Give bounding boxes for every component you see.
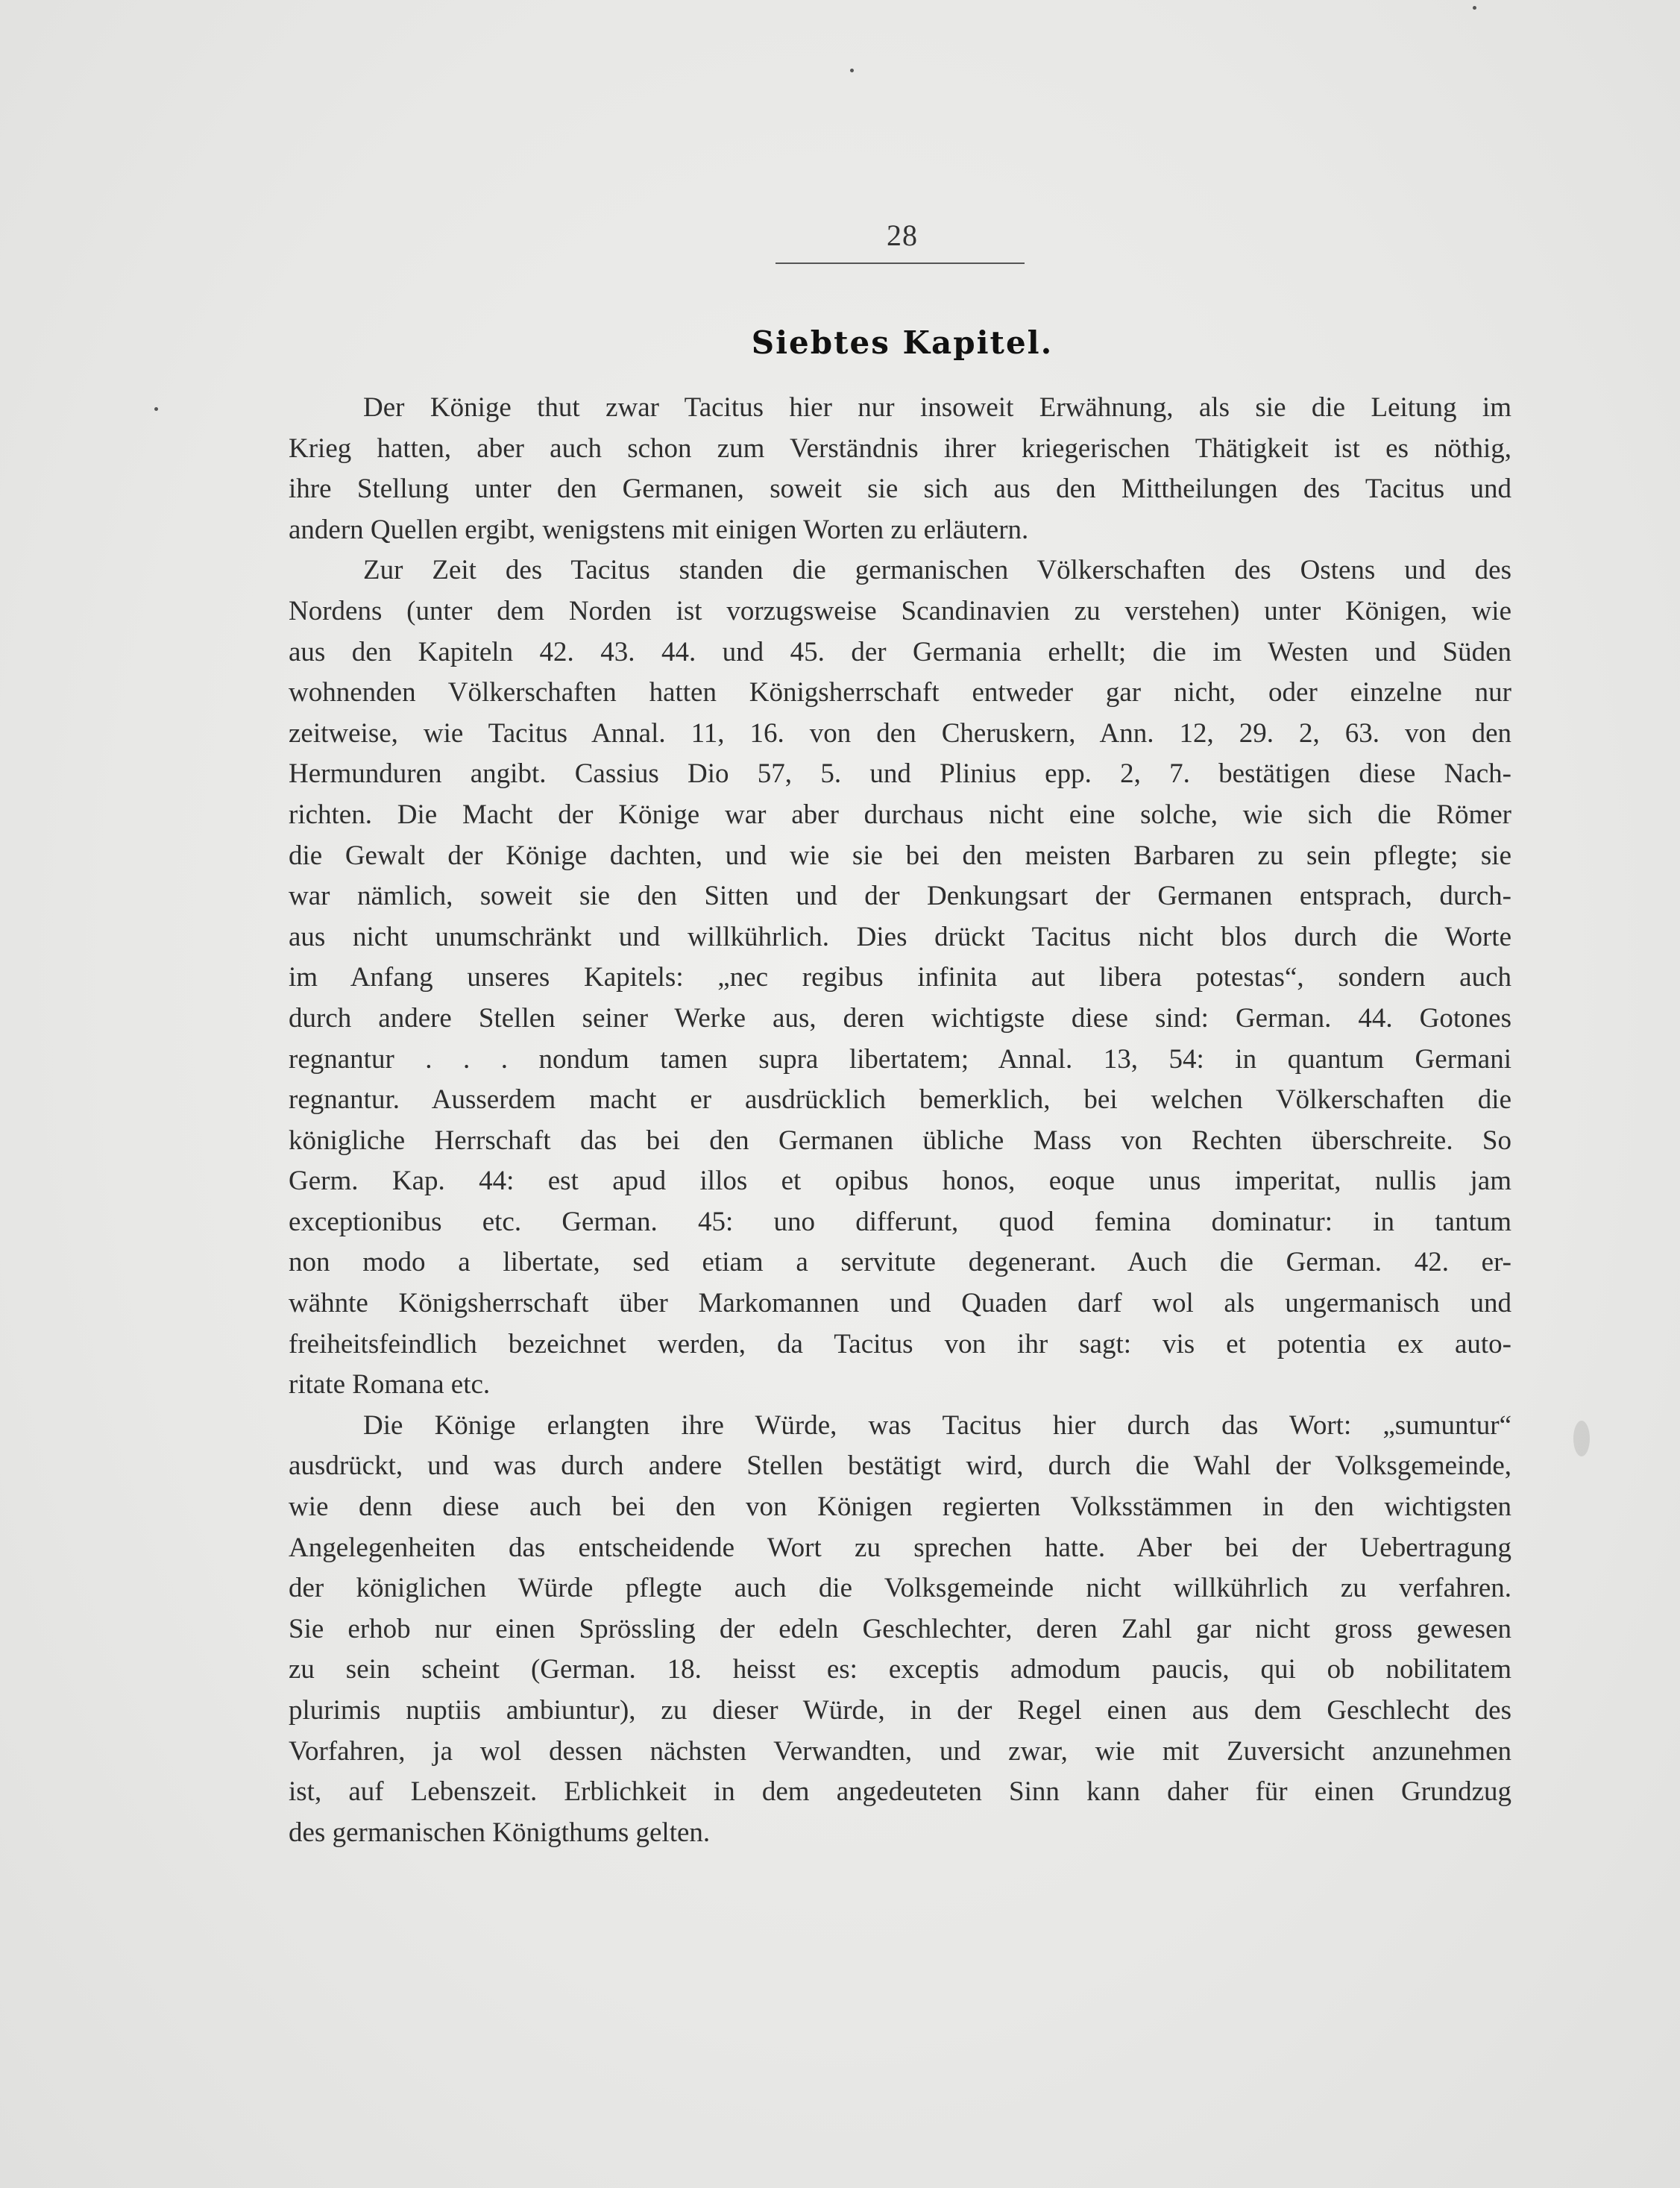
text-line: regnantur . . . nondum tamen supra libertatem; Annal. 13, 54: in quantum Germani: [289, 1043, 1511, 1075]
text-line: ist, auf Lebenszeit. Erblichkeit in dem angedeuteten Sinn kann daher für einen Grundzug: [289, 1776, 1511, 1808]
text-line: Hermunduren angibt. Cassius Dio 57, 5. und Plinius epp. 2, 7. bestätigen diese Nach-: [289, 758, 1511, 790]
header-rule: [775, 263, 1025, 264]
text-line: plurimis nuptiis ambiuntur), zu dieser Würde, in der Regel einen aus dem Geschlecht des: [289, 1695, 1511, 1726]
text-line: war nämlich, soweit sie den Sitten und der Denkungsart der Germanen entsprach, durch-: [289, 881, 1511, 912]
text-line: ausdrückt, und was durch andere Stellen bestätigt wird, durch die Wahl der Volksgemeinde,: [289, 1450, 1511, 1482]
text-line: wähnte Königsherrschaft über Markomannen und Quaden darf wol als ungermanisch und: [289, 1288, 1511, 1319]
text-line: der königlichen Würde pflegte auch die Volksgemeinde nicht willkührlich zu verfahren.: [289, 1573, 1511, 1604]
margin-smudge: [1573, 1421, 1590, 1456]
text-line: wie denn diese auch bei den von Königen regierten Volksstämmen in den wichtigsten: [289, 1491, 1511, 1523]
text-line: Krieg hatten, aber auch schon zum Verständnis ihrer kriegerischen Thätigkeit ist es nöthig,: [289, 433, 1511, 464]
text-line: königliche Herrschaft das bei den Germanen übliche Mass von Rechten überschreite. So: [289, 1125, 1511, 1156]
stray-mark: [850, 69, 854, 72]
text-line: andern Quellen ergibt, wenigstens mit einigen Worten zu erläutern.: [289, 514, 1029, 545]
text-line: des germanischen Königthums gelten.: [289, 1817, 711, 1848]
stray-mark: [1473, 6, 1476, 10]
text-line: die Gewalt der Könige dachten, und wie sie bei den meisten Barbaren zu sein pflegte; sie: [289, 840, 1511, 871]
text-line: regnantur. Ausserdem macht er ausdrücklich bemerklich, bei welchen Völkerschaften die: [289, 1084, 1511, 1116]
text-line: Zur Zeit des Tacitus standen die germanischen Völkerschaften des Ostens und des: [363, 555, 1511, 586]
page-number: 28: [887, 219, 918, 252]
text-line: richten. Die Macht der Könige war aber durchaus nicht eine solche, wie sich die Römer: [289, 799, 1511, 830]
text-line: non modo a libertate, sed etiam a servitute degenerant. Auch die German. 42. er-: [289, 1247, 1511, 1278]
text-line: Nordens (unter dem Norden ist vorzugsweise Scandinavien zu verstehen) unter Königen, wie: [289, 595, 1511, 626]
text-line: Die Könige erlangten ihre Würde, was Tacitus hier durch das Wort: „sumuntur“: [363, 1409, 1511, 1441]
text-line: zeitweise, wie Tacitus Annal. 11, 16. von den Cheruskern, Ann. 12, 29. 2, 63. von den: [289, 717, 1511, 749]
stray-mark: [154, 407, 158, 411]
text-line: freiheitsfeindlich bezeichnet werden, da Tacitus von ihr sagt: vis et potentia ex auto-: [289, 1328, 1511, 1359]
text-line: wohnenden Völkerschaften hatten Königsherrschaft entweder gar nicht, oder einzelne nur: [289, 677, 1511, 708]
text-line: ihre Stellung unter den Germanen, soweit sie sich aus den Mittheilungen des Tacitus und: [289, 474, 1511, 505]
text-line: aus nicht unumschränkt und willkührlich. Dies drückt Tacitus nicht blos durch die Worte: [289, 921, 1511, 952]
text-line: Angelegenheiten das entscheidende Wort zu sprechen hatte. Aber bei der Uebertragung: [289, 1532, 1511, 1563]
text-line: Sie erhob nur einen Sprössling der edeln Geschlechter, deren Zahl gar nicht gross gewesen: [289, 1613, 1511, 1644]
text-line: zu sein scheint (German. 18. heisst es: exceptis admodum paucis, qui ob nobilitatem: [289, 1654, 1511, 1685]
text-line: im Anfang unseres Kapitels: „nec regibus infinita aut libera potestas“, sondern auch: [289, 962, 1511, 993]
text-line: Der Könige thut zwar Tacitus hier nur insoweit Erwähnung, als sie die Leitung im: [363, 392, 1511, 423]
text-line: aus den Kapiteln 42. 43. 44. und 45. der Germania erhellt; die im Westen und Süden: [289, 636, 1511, 667]
chapter-title: Siebtes Kapitel.: [751, 324, 1054, 361]
text-line: Vorfahren, ja wol dessen nächsten Verwandten, und zwar, wie mit Zuversicht anzunehmen: [289, 1735, 1511, 1767]
text-line: exceptionibus etc. German. 45: uno differunt, quod femina dominatur: in tantum: [289, 1206, 1511, 1237]
text-line: Germ. Kap. 44: est apud illos et opibus honos, eoque unus imperitat, nullis jam: [289, 1166, 1511, 1197]
body-text: [289, 388, 1511, 1853]
text-line: durch andere Stellen seiner Werke aus, deren wichtigste diese sind: German. 44. Gotones: [289, 1002, 1511, 1034]
text-line: ritate Romana etc.: [289, 1369, 491, 1400]
